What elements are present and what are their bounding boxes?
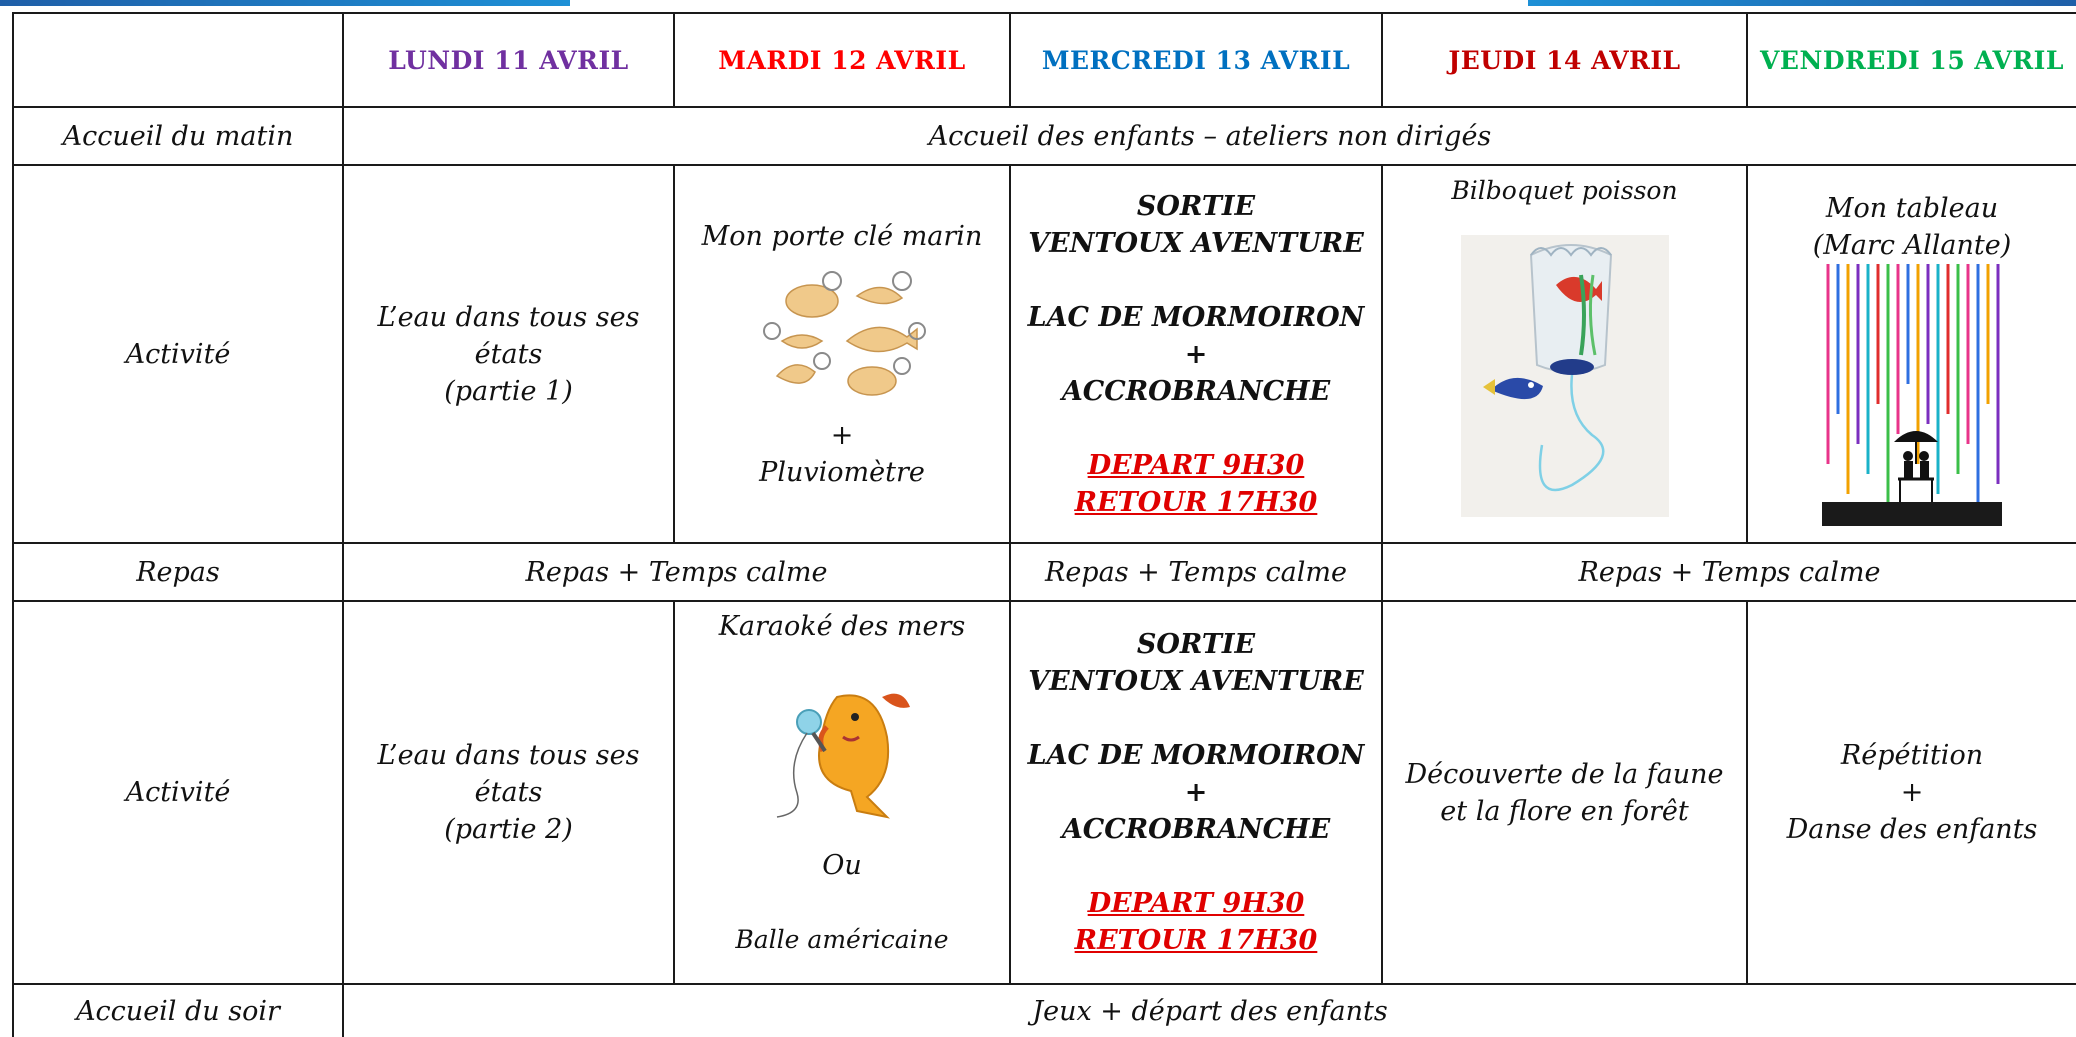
header-row <box>13 13 2076 107</box>
row-label-accueil-soir: Accueil du soir <box>13 984 343 1037</box>
row-activite-2 <box>13 601 2076 984</box>
row-label-repas: Repas <box>13 543 343 601</box>
activite-2-jeudi-line-2: et la flore en forêt <box>1440 795 1689 827</box>
repas-mercredi: Repas + Temps calme <box>1010 543 1382 601</box>
activite-2-vendredi-line-2: + <box>1900 777 1924 808</box>
row-repas <box>13 543 2076 601</box>
row-label-accueil-matin: Accueil du matin <box>13 107 343 165</box>
activite-2-jeudi-line-1: Découverte de la faune <box>1405 758 1724 790</box>
activite-2-vendredi-line-3: Danse des enfants <box>1786 814 2038 845</box>
activite-2-mercredi-line-3: LAC DE MORMOIRON <box>1027 740 1365 771</box>
activite-2-mardi-title: Karaoké des mers <box>718 611 966 642</box>
keyring-sea-animals-image <box>752 261 932 411</box>
activite-2-lundi-line-3: (partie 2) <box>444 814 573 845</box>
header-corner-cell <box>13 13 343 107</box>
activite-2-mardi-extra: Balle américaine <box>735 925 949 954</box>
bilboquet-fish-image <box>1461 235 1669 517</box>
activite-1-mercredi-line-3: LAC DE MORMOIRON <box>1027 301 1365 333</box>
repas-lundi-mardi: Repas + Temps calme <box>343 543 1010 601</box>
activite-1-lundi-line-2: états <box>474 338 543 370</box>
row-activite-1 <box>13 165 2076 543</box>
singing-fish-image <box>767 667 917 827</box>
spacer <box>681 884 1003 921</box>
activite-1-mercredi-line-4: ACCROBRANCHE <box>1061 375 1331 407</box>
row-accueil-soir <box>13 984 2076 1037</box>
row-label-activite-2: Activité <box>13 601 343 984</box>
weekly-schedule-table <box>12 12 2076 1037</box>
activite-2-mercredi-line-4: ACCROBRANCHE <box>1061 814 1331 845</box>
day-header-vendredi: VENDREDI 15 AVRIL <box>1747 13 2076 107</box>
activite-1-depart-time: DEPART 9H30 <box>1087 449 1305 481</box>
activite-1-vendredi <box>1747 165 2076 543</box>
spacer <box>1017 262 1375 299</box>
accueil-matin-content: Accueil des enfants – ateliers non dirigés <box>343 107 2076 165</box>
activite-2-mercredi <box>1010 601 1382 984</box>
activite-1-vendredi-subtitle: (Marc Allante) <box>1812 230 2012 261</box>
decorative-banner-left <box>0 0 570 6</box>
activite-1-mercredi-plus: + <box>1184 338 1208 370</box>
day-header-lundi: LUNDI 11 AVRIL <box>343 13 674 107</box>
activite-1-mercredi-line-2: VENTOUX AVENTURE <box>1028 227 1364 259</box>
activite-1-mardi-extra: Pluviomètre <box>759 456 925 488</box>
day-header-mardi: MARDI 12 AVRIL <box>674 13 1010 107</box>
activite-2-vendredi-line-1: Répétition <box>1840 740 1984 771</box>
activite-1-mercredi <box>1010 165 1382 543</box>
activite-2-lundi <box>343 601 674 984</box>
activite-1-lundi-line-1: L’eau dans tous ses <box>377 301 640 333</box>
repas-jeudi-vendredi: Repas + Temps calme <box>1382 543 2076 601</box>
activite-2-vendredi <box>1747 601 2076 984</box>
activite-1-mercredi-line-1: SORTIE <box>1136 190 1256 222</box>
activite-2-mardi-or: Ou <box>822 850 862 881</box>
day-header-mercredi: MERCREDI 13 AVRIL <box>1010 13 1382 107</box>
activite-2-lundi-line-1: L’eau dans tous ses <box>377 740 640 771</box>
spacer <box>1017 410 1375 447</box>
activite-1-mardi-title: Mon porte clé marin <box>701 220 983 252</box>
rain-painting-image <box>1822 264 2002 526</box>
decorative-banner-right <box>1528 0 2076 6</box>
activite-1-jeudi-title: Bilboquet poisson <box>1451 176 1678 205</box>
activite-2-mercredi-line-1: SORTIE <box>1136 629 1256 660</box>
activite-1-mardi <box>674 165 1010 543</box>
activite-2-jeudi <box>1382 601 1747 984</box>
row-accueil-matin <box>13 107 2076 165</box>
accueil-soir-content: Jeux + départ des enfants <box>343 984 2076 1037</box>
activite-2-retour-time: RETOUR 17H30 <box>1074 925 1318 956</box>
activite-2-lundi-line-2: états <box>474 777 543 808</box>
activite-1-lundi <box>343 165 674 543</box>
spacer <box>1017 848 1375 885</box>
activite-1-mardi-plus: + <box>830 419 854 451</box>
activite-1-jeudi <box>1382 165 1747 543</box>
activite-2-mercredi-line-2: VENTOUX AVENTURE <box>1028 666 1364 697</box>
activite-2-mercredi-plus: + <box>1184 777 1208 808</box>
activite-2-mardi <box>674 601 1010 984</box>
day-header-jeudi: JEUDI 14 AVRIL <box>1382 13 1747 107</box>
activite-1-vendredi-title: Mon tableau <box>1825 193 1999 224</box>
row-label-activite-1: Activité <box>13 165 343 543</box>
spacer <box>1017 700 1375 737</box>
activite-1-retour-time: RETOUR 17H30 <box>1074 486 1318 518</box>
activite-2-depart-time: DEPART 9H30 <box>1087 888 1305 919</box>
activite-1-lundi-line-3: (partie 1) <box>444 375 573 407</box>
